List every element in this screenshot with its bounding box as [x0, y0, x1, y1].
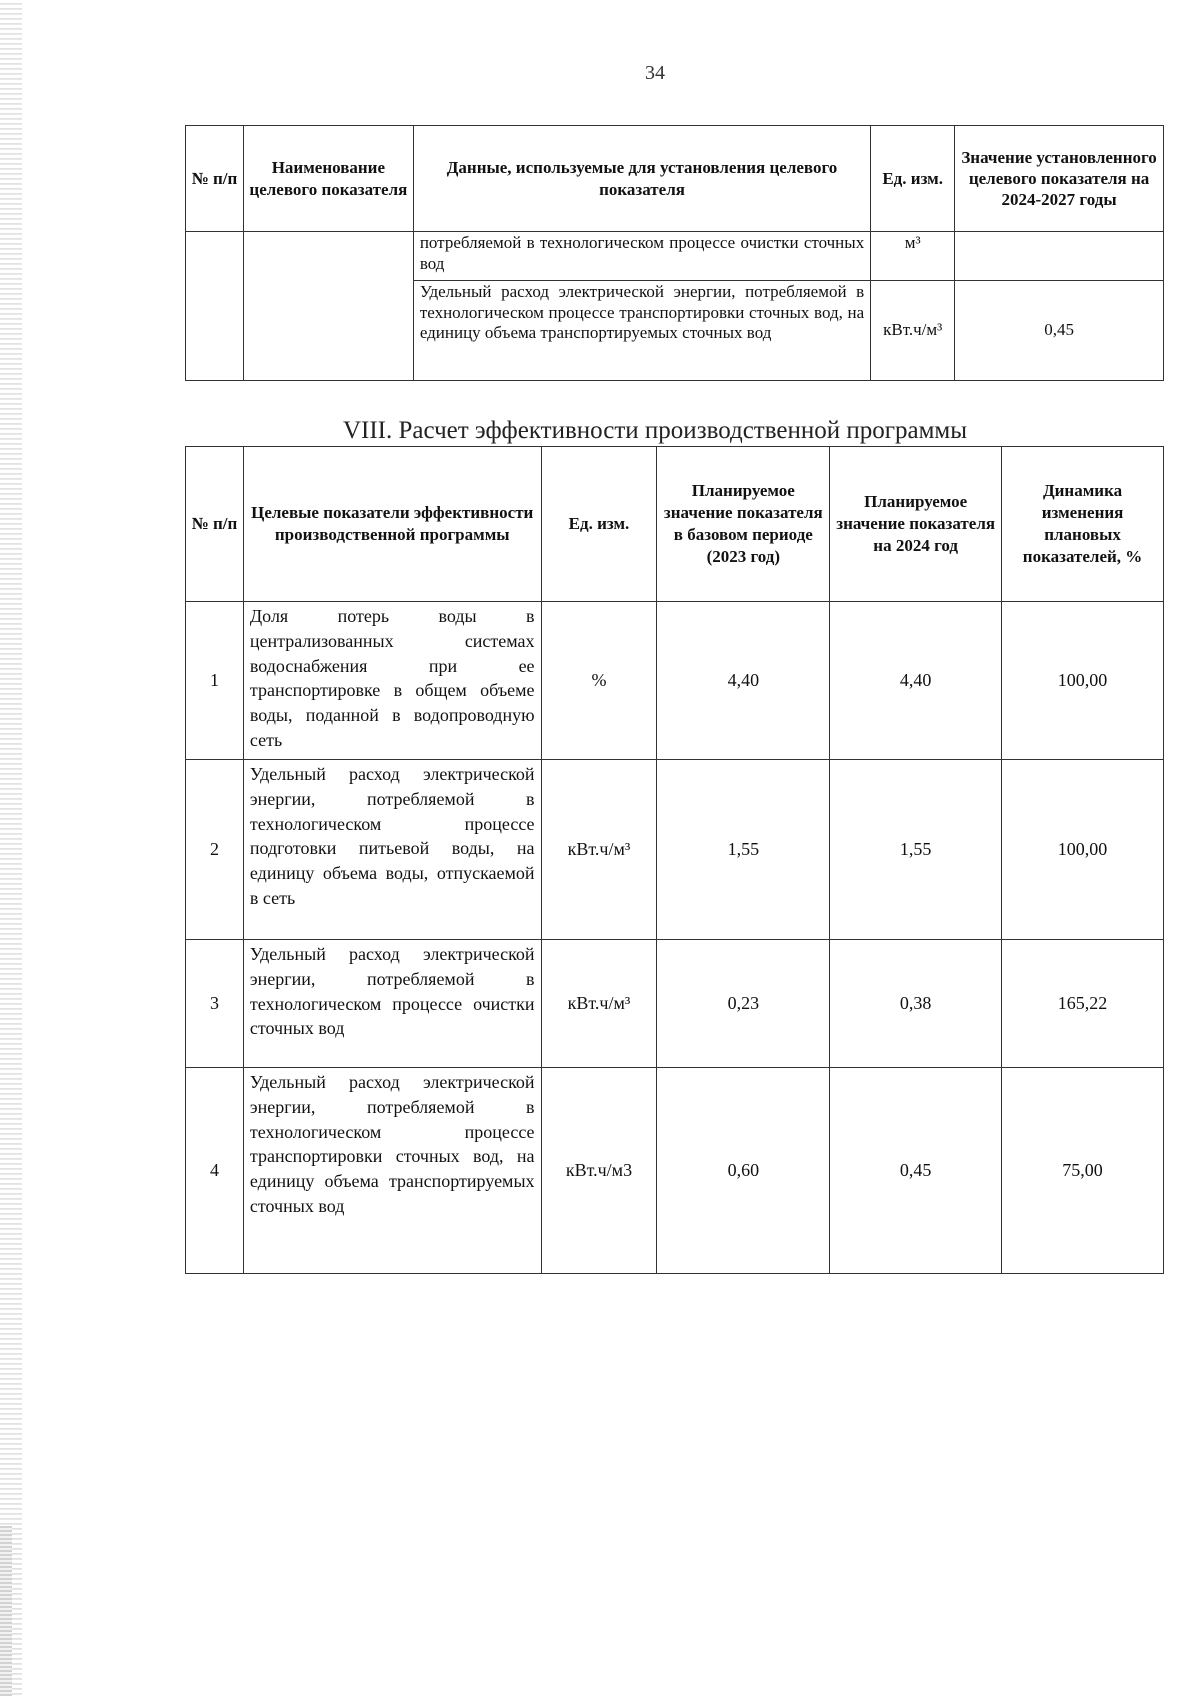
page-number: 34 — [645, 62, 665, 84]
cell-unit: кВт.ч/м³ — [541, 940, 657, 1068]
cell-plan-value: 4,40 — [830, 602, 1002, 760]
cell-dynamics: 75,00 — [1002, 1068, 1164, 1274]
cell-no — [186, 232, 244, 381]
cell-dynamics: 165,22 — [1002, 940, 1164, 1068]
header-plan-2024: Планируемое значение показателя на 2024 год — [830, 447, 1002, 602]
cell-indicator: Удельный расход электрической энергии, потребляемой в технологическом процессе подготовки питьевой воды, на единицу объема воды, отпускаемой в сеть — [243, 760, 541, 940]
cell-no: 4 — [186, 1068, 244, 1274]
cell-indicator: Удельный расход электрической энергии, потребляемой в технологическом процессе транспортировки сточных вод, на единицу объема транспортируемых сточных вод — [243, 1068, 541, 1274]
cell-base-value: 0,60 — [657, 1068, 830, 1274]
cell-plan-value: 1,55 — [830, 760, 1002, 940]
cell-indicator-name — [243, 232, 413, 381]
cell-unit: % — [541, 602, 657, 760]
cell-unit: кВт.ч/м³ — [871, 281, 955, 381]
scan-edge-artifact — [0, 0, 22, 1696]
cell-base-value: 4,40 — [657, 602, 830, 760]
table-row — [186, 232, 1164, 281]
table-row — [186, 760, 1164, 940]
table-row — [186, 1068, 1164, 1274]
header-no: № п/п — [186, 126, 244, 232]
cell-base-value: 0,23 — [657, 940, 830, 1068]
header-data-used: Данные, используемые для установления целевого показателя — [413, 126, 870, 232]
cell-target-value: 0,45 — [955, 281, 1164, 381]
cell-unit: кВт.ч/м³ — [541, 760, 657, 940]
target-indicators-table-continued — [185, 125, 1164, 381]
efficiency-calculation-table — [185, 446, 1164, 1274]
cell-indicator: Доля потерь воды в централизованных системах водоснабжения при ее транспортировке в общем объеме воды, поданной в водопроводную сеть — [243, 602, 541, 760]
header-unit: Ед. изм. — [871, 126, 955, 232]
cell-plan-value: 0,45 — [830, 1068, 1002, 1274]
cell-no: 1 — [186, 602, 244, 760]
header-unit: Ед. изм. — [541, 447, 657, 602]
cell-base-value: 1,55 — [657, 760, 830, 940]
cell-dynamics: 100,00 — [1002, 602, 1164, 760]
cell-no: 2 — [186, 760, 244, 940]
header-no: № п/п — [186, 447, 244, 602]
section-title: VIII. Расчет эффективности производственной программы — [342, 417, 968, 444]
cell-data-used: Удельный расход электрической энергии, потребляемой в технологическом процессе транспортировки сточных вод, на единицу объема транспортируемых сточных вод — [413, 281, 870, 381]
table-row — [186, 940, 1164, 1068]
cell-target-value — [955, 232, 1164, 281]
header-indicator-name: Наименование целевого показателя — [243, 126, 413, 232]
header-indicators: Целевые показатели эффективности производственной программы — [243, 447, 541, 602]
table-row — [186, 602, 1164, 760]
cell-indicator: Удельный расход электрической энергии, потребляемой в технологическом процессе очистки сточных вод — [243, 940, 541, 1068]
table-header-row — [186, 126, 1164, 232]
cell-dynamics: 100,00 — [1002, 760, 1164, 940]
cell-data-used: потребляемой в технологическом процессе очистки сточных вод — [413, 232, 870, 281]
header-target-value: Значение установленного целевого показателя на 2024-2027 годы — [955, 126, 1164, 232]
header-base-period: Планируемое значение показателя в базовом периоде (2023 год) — [657, 447, 830, 602]
cell-unit: кВт.ч/м3 — [541, 1068, 657, 1274]
cell-no: 3 — [186, 940, 244, 1068]
cell-plan-value: 0,38 — [830, 940, 1002, 1068]
header-dynamics: Динамика изменения плановых показателей, % — [1002, 447, 1164, 602]
cell-unit: м³ — [871, 232, 955, 281]
table-header-row — [186, 447, 1164, 602]
